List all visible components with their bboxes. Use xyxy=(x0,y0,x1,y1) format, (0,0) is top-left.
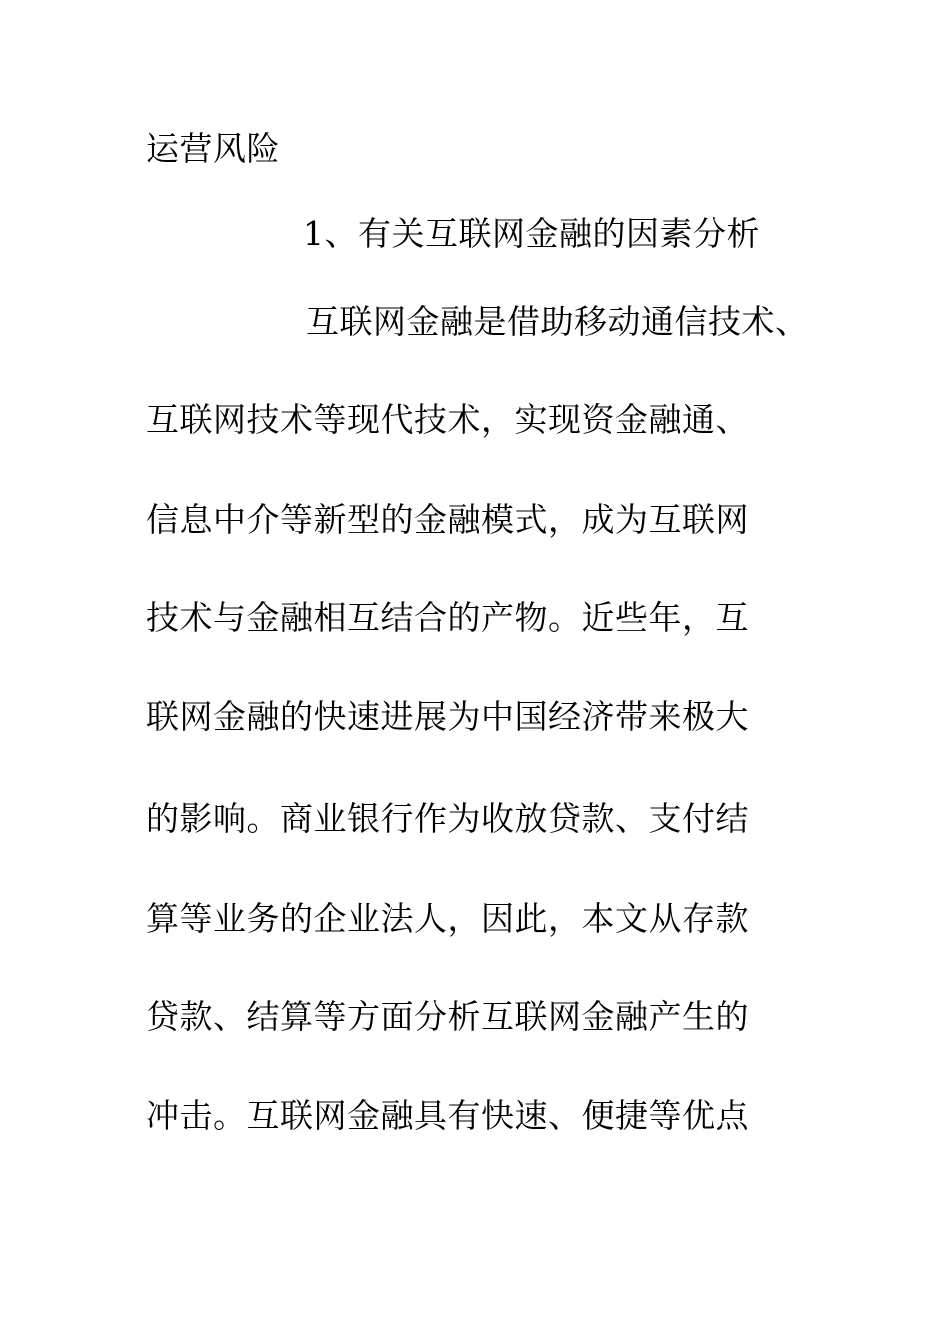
paragraph-line: 联网金融的快速进展为中国经济带来极大 xyxy=(146,697,749,736)
paragraph-line: 互联网技术等现代技术，实现资金融通、 xyxy=(146,400,749,439)
paragraph-line: 贷款、结算等方面分析互联网金融产生的 xyxy=(146,997,749,1036)
paragraph-line: 冲击。互联网金融具有快速、便捷等优点 xyxy=(146,1096,749,1135)
paragraph-line: 信息中介等新型的金融模式，成为互联网 xyxy=(146,500,749,539)
paragraph-line: 互联网金融是借助移动通信技术、 xyxy=(306,302,809,341)
paragraph-line: 的影响。商业银行作为收放贷款、支付结 xyxy=(146,799,749,838)
paragraph-line: 算等业务的企业法人，因此，本文从存款 xyxy=(146,899,749,938)
heading: 运营风险 xyxy=(146,129,280,168)
paragraph-line: 技术与金融相互结合的产物。近些年，互 xyxy=(146,598,749,637)
section-title: 1、有关互联网金融的因素分析 xyxy=(303,214,760,253)
